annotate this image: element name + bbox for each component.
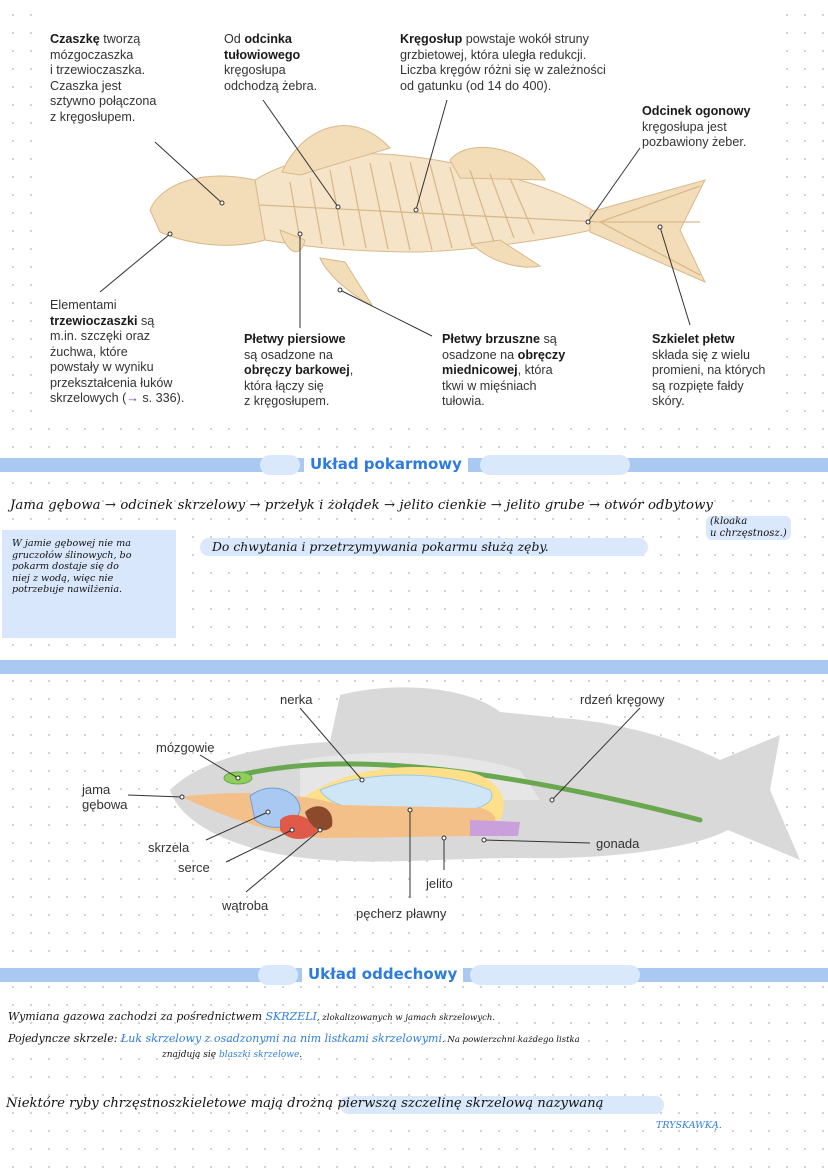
label-serce: serce: [178, 860, 210, 875]
resp-line-1: Wymiana gazowa zachodzi za pośrednictwem SKRZELI, zlokalizowanych w jamach skrzelowych.: [8, 1010, 496, 1023]
label-kregoslup: Kręgosłup powstaje wokół struny grzbietowej, która uległa redukcji. Liczba kręgów różni się w zależności od gatunku (od 14 do 400).: [400, 32, 606, 93]
resp-line-5: TRYSKAWKĄ.: [656, 1120, 722, 1131]
label-mozgowie: mózgowie: [156, 740, 215, 755]
section-title-oddechowy: Układ oddechowy: [302, 965, 463, 983]
label-czaszka: Czaszkę tworzą mózgoczaszka i trzewioczaszka. Czaszka jest sztywno połączona z kręgosłupem.: [50, 32, 157, 124]
section-title-pokarmowy: Układ pokarmowy: [304, 455, 468, 473]
teeth-note: Do chwytania i przetrzymywania pokarmu służą zęby.: [212, 539, 549, 554]
title-underline-right: [480, 455, 630, 475]
label-odcinek-tulowiowy: Od odcinka tułowiowego kręgosłupa odchodzą żebra.: [224, 32, 318, 93]
label-szkielet-pletw: Szkielet płetw składa się z wielu promieni, na których są rozpięte fałdy skóry.: [652, 332, 766, 408]
digestive-chain: Jama gębowa → odcinek skrzelowy → przełyk i żołądek → jelito cienkie → jelito grube → otwór odbytowy: [10, 498, 714, 513]
title-underline-right-2: [470, 965, 640, 985]
section-band-anatomy: [0, 660, 828, 674]
label-pecherz: pęcherz pławny: [356, 906, 447, 921]
label-pletwy-brzuszne: Płetwy brzuszne są osadzone na obręczy miednicowej, która tkwi w mięśniach tułowia.: [442, 332, 566, 408]
label-skrzela: skrzela: [148, 840, 190, 855]
label-pletwy-piersiowe: Płetwy piersiowe są osadzone na obręczy barkowej, która łączy się z kręgosłupem.: [244, 332, 354, 408]
label-trzewioczaszka: Elementami trzewioczaszki są m.in. szczęki oraz żuchwa, które powstały w wyniku przekształcenia łuków skrzelowych (→ s. 336).: [50, 298, 185, 405]
resp-line-4: Niektóre ryby chrzęstnoszkieletowe mają drożną pierwszą szczelinę skrzelową nazywaną: [6, 1096, 604, 1111]
label-rdzen: rdzeń kręgowy: [580, 692, 665, 707]
chain-note: (kloaka u chrzęstnosz.): [706, 516, 791, 540]
resp-line-3: znajdują się blaszki skrzelowe.: [162, 1050, 303, 1060]
label-gonada: gonada: [596, 836, 640, 851]
title-underline-left: [260, 455, 300, 475]
side-note-card: W jamie gębowej nie ma gruczołów ślinowych, bo pokarm dostaje się do niej z wodą, więc nie potrzebuje nawilżenia.: [2, 530, 176, 638]
title-underline-left-2: [258, 965, 298, 985]
label-jelito: jelito: [426, 876, 453, 891]
label-watroba: wątroba: [222, 898, 269, 913]
label-nerka: nerka: [280, 692, 313, 707]
resp-line-2: Pojedyncze skrzele: Łuk skrzelowy z osadzonymi na nim listkami skrzelowymi. Na powierzchni każdego listka: [8, 1032, 580, 1045]
label-odcinek-ogonowy: Odcinek ogonowy kręgosłupa jest pozbawiony żeber.: [642, 104, 751, 149]
label-jama: jama gębowa: [82, 782, 128, 812]
